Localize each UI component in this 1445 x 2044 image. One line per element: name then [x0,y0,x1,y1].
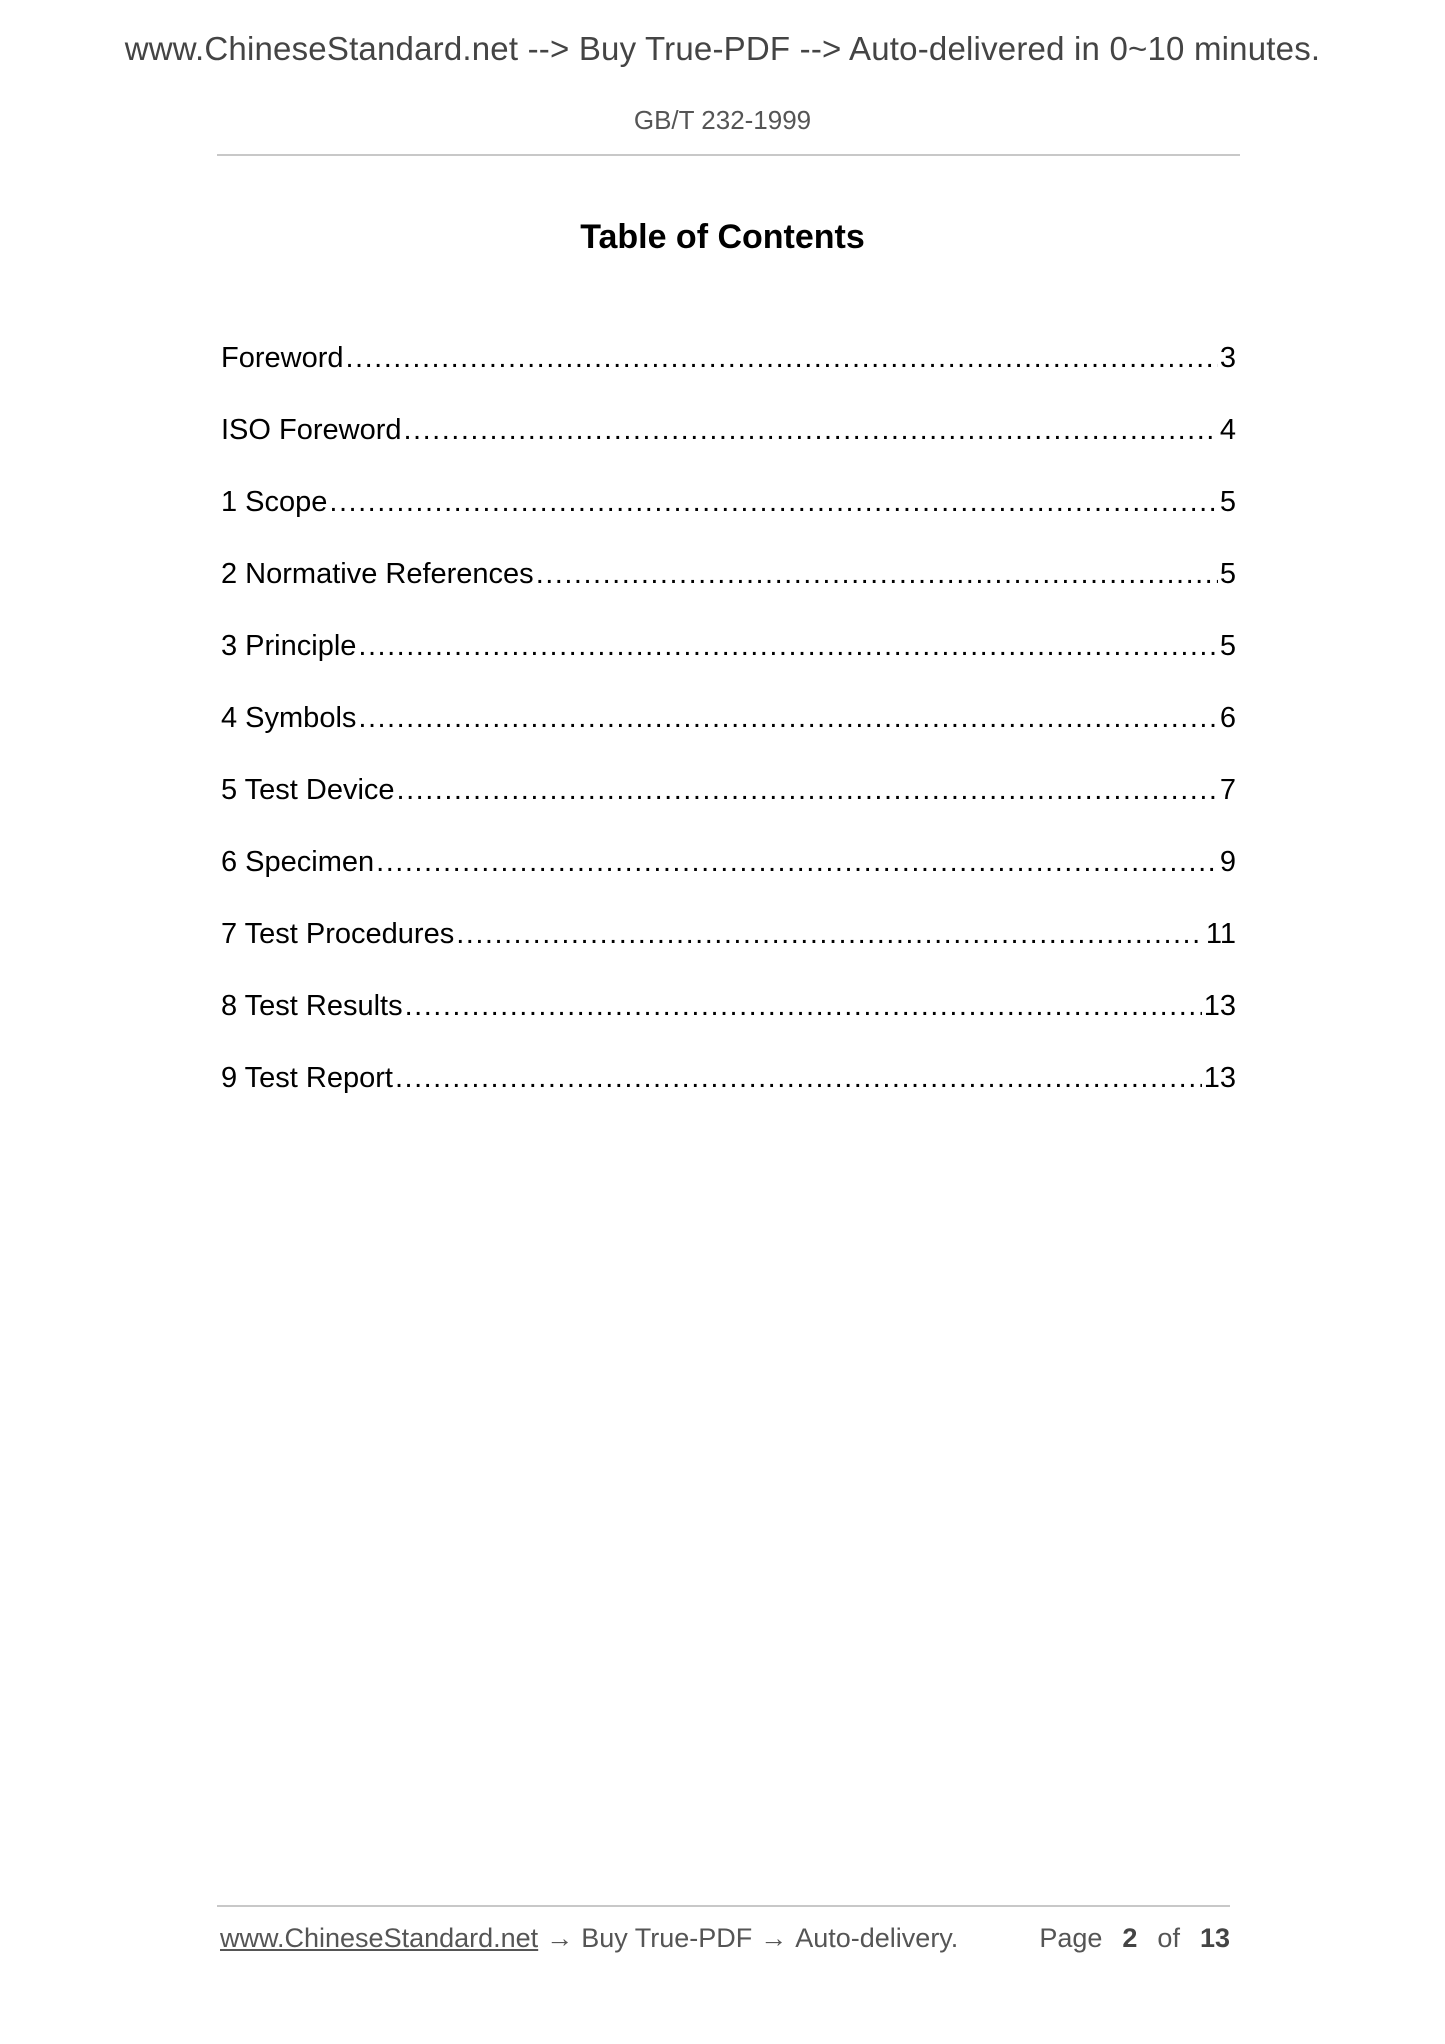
page-word: Page [1039,1923,1103,1953]
toc-list [221,336,1236,1128]
toc-entry-symbols[interactable] [221,696,1236,768]
toc-entry-label: 2 Normative References [221,558,534,590]
toc-entry-page: 11 [1205,918,1236,950]
toc-entry-label: 7 Test Procedures [221,918,455,950]
toc-entry-page: 13 [1203,990,1236,1022]
toc-entry-page: 5 [1219,630,1236,662]
toc-entry-specimen[interactable] [221,840,1236,912]
toc-entry-scope[interactable] [221,480,1236,552]
toc-entry-page: 6 [1219,702,1236,734]
toc-entry-test-report[interactable] [221,1056,1236,1128]
toc-dot-leader [405,984,1202,1028]
toc-entry-label: Foreword [221,342,344,374]
toc-entry-label: 6 Specimen [221,846,375,878]
toc-dot-leader [376,840,1218,884]
toc-dot-leader [358,624,1217,668]
toc-title: Table of Contents [580,218,865,256]
toc-entry-test-procedures[interactable] [221,912,1236,984]
toc-dot-leader [404,408,1218,452]
footer-delivery-text: Auto-delivery. [795,1923,959,1953]
arrow-right-icon: → [760,1923,788,1953]
site-banner: www.ChineseStandard.net --> Buy True-PDF --> Auto-delivered in 0~10 minutes. [124,30,1321,67]
page-indicator [1039,1923,1230,1954]
toc-entry-page: 3 [1219,342,1236,374]
toc-dot-leader [536,552,1218,596]
toc-entry-page: 4 [1219,414,1236,446]
current-page-number: 2 [1122,1923,1138,1953]
toc-dot-leader [358,696,1217,740]
toc-entry-normative-references[interactable] [221,552,1236,624]
footer-promo [220,1923,958,1954]
toc-entry-label: 9 Test Report [221,1062,393,1094]
toc-entry-label: 4 Symbols [221,702,357,734]
of-word: of [1157,1923,1180,1953]
footer-buy-text: Buy True-PDF [581,1923,753,1953]
toc-entry-foreword[interactable] [221,336,1236,408]
toc-dot-leader [395,1056,1202,1100]
arrow-right-icon: → [546,1923,574,1953]
toc-entry-page: 5 [1219,558,1236,590]
toc-entry-label: ISO Foreword [221,414,402,446]
toc-entry-page: 9 [1219,846,1236,878]
toc-entry-iso-foreword[interactable] [221,408,1236,480]
document-code: GB/T 232-1999 [633,105,812,135]
toc-entry-page: 5 [1219,486,1236,518]
toc-entry-principle[interactable] [221,624,1236,696]
total-page-number: 13 [1199,1923,1230,1953]
toc-entry-page: 13 [1203,1062,1236,1094]
toc-entry-test-results[interactable] [221,984,1236,1056]
toc-dot-leader [456,912,1204,956]
toc-entry-label: 3 Principle [221,630,357,662]
toc-entry-page: 7 [1219,774,1236,806]
toc-dot-leader [346,336,1218,380]
footer-site-link[interactable]: www.ChineseStandard.net [220,1923,539,1953]
toc-entry-label: 8 Test Results [221,990,403,1022]
toc-entry-label: 5 Test Device [221,774,395,806]
page-footer [220,1923,1230,1954]
header-divider [217,154,1240,156]
toc-dot-leader [397,768,1218,812]
toc-entry-label: 1 Scope [221,486,328,518]
toc-entry-test-device[interactable] [221,768,1236,840]
toc-dot-leader [329,480,1217,524]
footer-divider [217,1905,1230,1907]
